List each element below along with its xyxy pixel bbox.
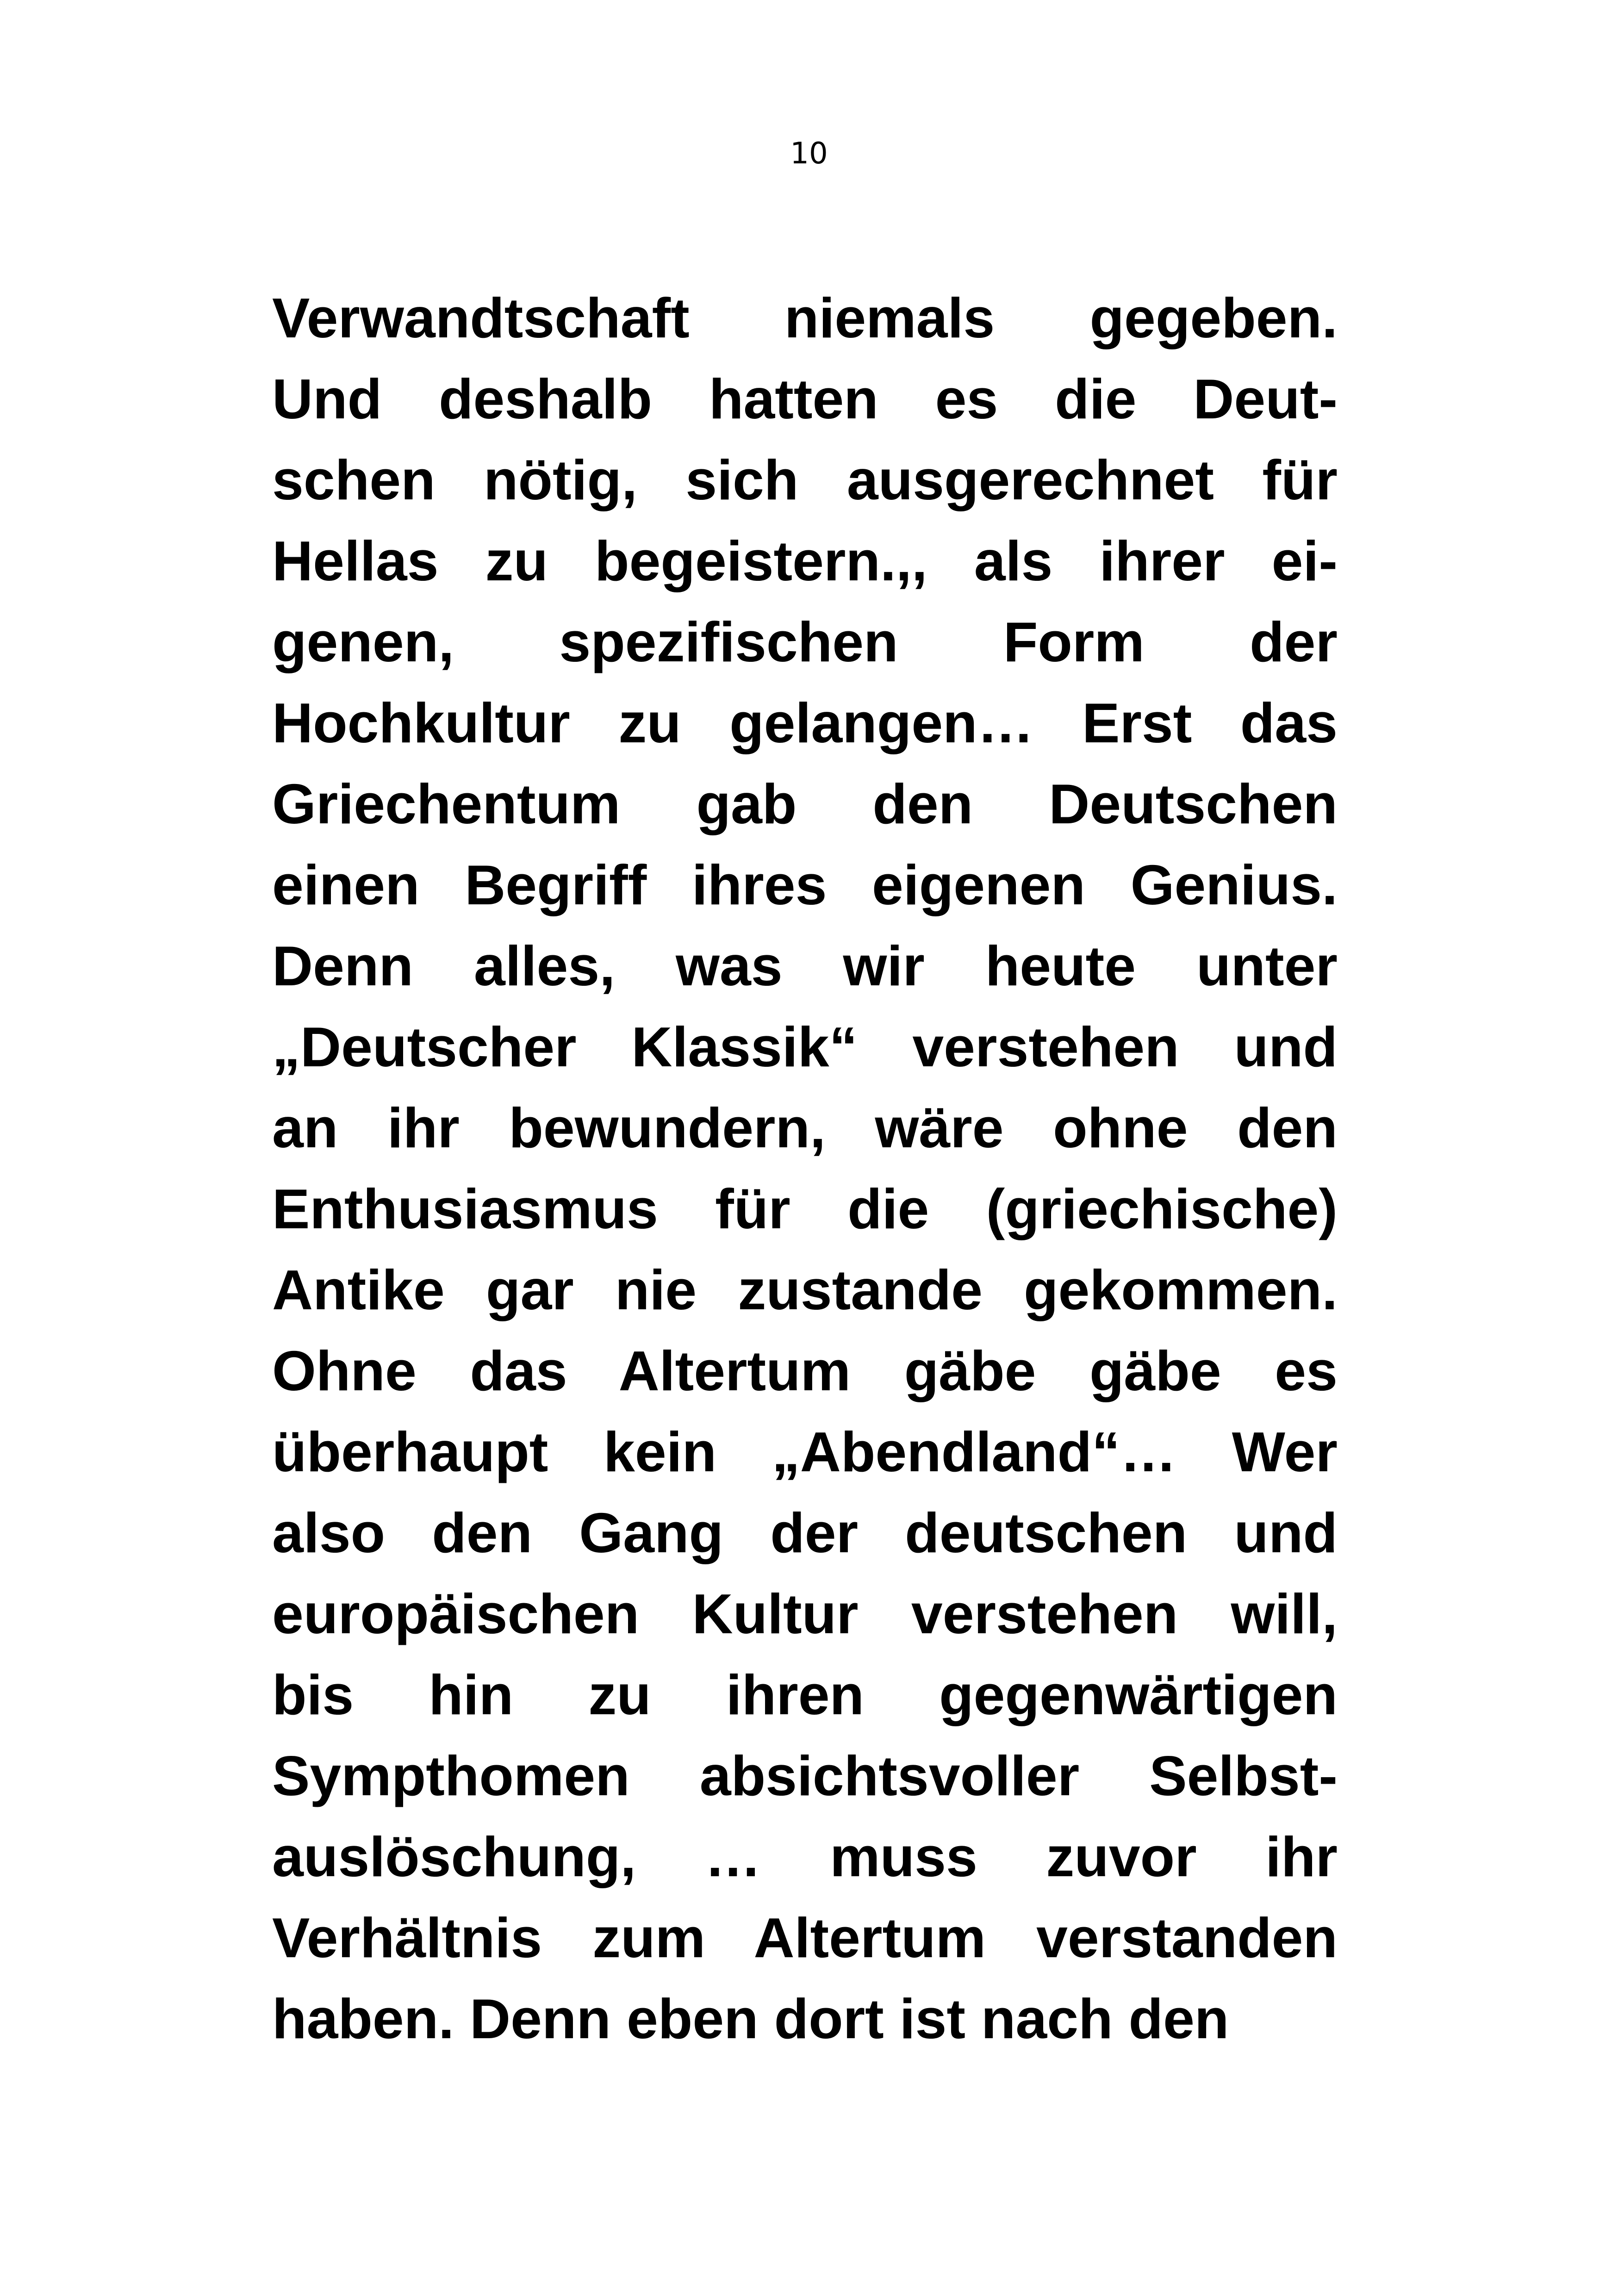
text-line: an ihr bewundern, wäre ohne den (272, 1096, 1338, 1159)
text-line: Hellas zu begeistern.,, als ihrer ei- (272, 529, 1338, 592)
text-line: Ohne das Altertum gäbe gäbe es (272, 1339, 1338, 1402)
text-line: genen, spezifischen Form der (272, 610, 1338, 673)
text-line: haben. Denn eben dort ist nach den (272, 1987, 1229, 2050)
text-line: schen nötig, sich ausgerechnet für (272, 448, 1338, 511)
body-text (272, 278, 1338, 2060)
text-line: überhaupt kein „Abendland“… Wer (272, 1420, 1338, 1483)
page-number: 10 (790, 137, 828, 171)
text-line: Griechentum gab den Deutschen (272, 772, 1338, 835)
text-line: Enthusiasmus für die (griechische) (272, 1177, 1338, 1240)
text-line: „Deutscher Klassik“ verstehen und (272, 1015, 1338, 1078)
text-line: Sympthomen absichtsvoller Selbst- (272, 1744, 1338, 1807)
text-line: Antike gar nie zustande gekommen. (272, 1258, 1338, 1321)
text-line: Hochkultur zu gelangen… Erst das (272, 691, 1338, 754)
text-line: einen Begriff ihres eigenen Genius. (272, 853, 1338, 916)
text-line: Verwandtschaft niemals gegeben. (272, 286, 1338, 349)
text-line: europäischen Kultur verstehen will, (272, 1582, 1338, 1645)
text-line: Denn alles, was wir heute unter (272, 934, 1338, 997)
text-line: Und deshalb hatten es die Deut- (272, 367, 1338, 430)
text-line: Verhältnis zum Altertum verstanden (272, 1906, 1338, 1969)
text-line: also den Gang der deutschen und (272, 1501, 1338, 1564)
text-line: bis hin zu ihren gegenwärtigen (272, 1663, 1338, 1726)
text-line: auslöschung, … muss zuvor ihr (272, 1825, 1338, 1888)
